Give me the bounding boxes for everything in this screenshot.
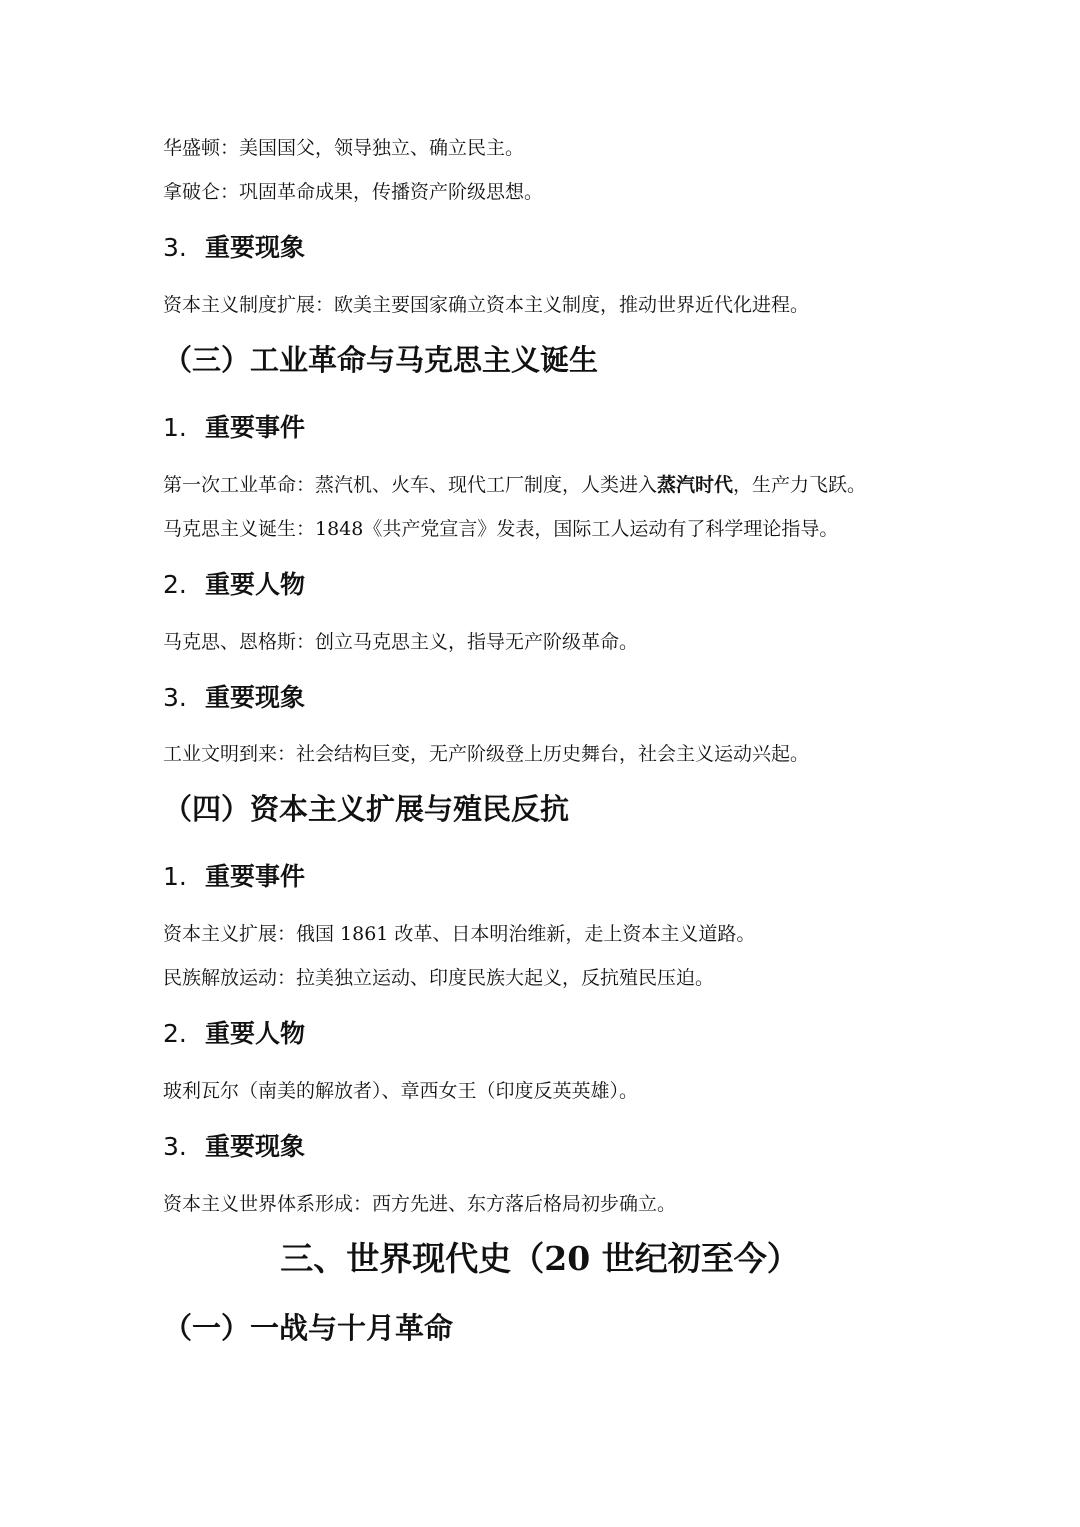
subheading-number: 1. bbox=[163, 862, 187, 891]
paragraph-world-system: 资本主义世界体系形成：西方先进、东方落后格局初步确立。 bbox=[163, 1193, 677, 1215]
subheading-number: 1. bbox=[163, 413, 187, 442]
text-run: 第一次工业革命：蒸汽机、火车、现代工厂制度，人类进入 bbox=[163, 474, 658, 496]
subheading-title: 重要现象 bbox=[205, 683, 306, 712]
subheading-events bbox=[163, 861, 305, 893]
subheading-phenomena bbox=[163, 682, 305, 714]
paragraph-capitalism-spread: 资本主义扩展：俄国 1861 改革、日本明治维新，走上资本主义道路。 bbox=[163, 923, 756, 945]
subheading-title: 重要事件 bbox=[205, 413, 306, 442]
section-heading-ww1-october-revolution: （一）一战与十月革命 bbox=[163, 1311, 454, 1345]
subheading-figures bbox=[163, 1018, 305, 1050]
paragraph-capitalism-expansion: 资本主义制度扩展：欧美主要国家确立资本主义制度，推动世界近代化进程。 bbox=[163, 294, 810, 316]
paragraph-first-industrial-revolution bbox=[163, 473, 866, 497]
bold-text-run: 蒸汽时代 bbox=[657, 474, 734, 496]
subheading-events bbox=[163, 412, 305, 444]
subheading-number: 3. bbox=[163, 233, 187, 262]
subheading-title: 重要现象 bbox=[205, 233, 306, 262]
subheading-phenomena bbox=[163, 232, 305, 264]
subheading-number: 2. bbox=[163, 570, 187, 599]
paragraph-industrial-civilization: 工业文明到来：社会结构巨变，无产阶级登上历史舞台，社会主义运动兴起。 bbox=[163, 743, 810, 765]
section-heading-industrial-revolution: （三）工业革命与马克思主义诞生 bbox=[163, 343, 599, 377]
section-heading-colonial-resistance: （四）资本主义扩展与殖民反抗 bbox=[163, 792, 570, 826]
part-heading-modern-history: 三、世界现代史（20 世纪初至今） bbox=[280, 1239, 800, 1278]
subheading-title: 重要人物 bbox=[205, 1019, 306, 1048]
subheading-title: 重要人物 bbox=[205, 570, 306, 599]
text-run: ，生产力飞跃。 bbox=[733, 474, 867, 496]
subheading-number: 3. bbox=[163, 683, 187, 712]
paragraph-bolivar-rani: 玻利瓦尔（南美的解放者）、章西女王（印度反英英雄）。 bbox=[163, 1080, 639, 1102]
subheading-title: 重要事件 bbox=[205, 862, 306, 891]
subheading-figures bbox=[163, 569, 305, 601]
paragraph-washington: 华盛顿：美国国父，领导独立、确立民主。 bbox=[163, 137, 525, 159]
paragraph-marxism-birth: 马克思主义诞生：1848《共产党宣言》发表，国际工人运动有了科学理论指导。 bbox=[163, 518, 839, 540]
paragraph-national-liberation: 民族解放运动：拉美独立运动、印度民族大起义，反抗殖民压迫。 bbox=[163, 967, 715, 989]
subheading-phenomena bbox=[163, 1131, 305, 1163]
subheading-number: 3. bbox=[163, 1132, 187, 1161]
subheading-title: 重要现象 bbox=[205, 1132, 306, 1161]
paragraph-marx-engels: 马克思、恩格斯：创立马克思主义，指导无产阶级革命。 bbox=[163, 631, 639, 653]
subheading-number: 2. bbox=[163, 1019, 187, 1048]
paragraph-napoleon: 拿破仑：巩固革命成果，传播资产阶级思想。 bbox=[163, 181, 544, 203]
